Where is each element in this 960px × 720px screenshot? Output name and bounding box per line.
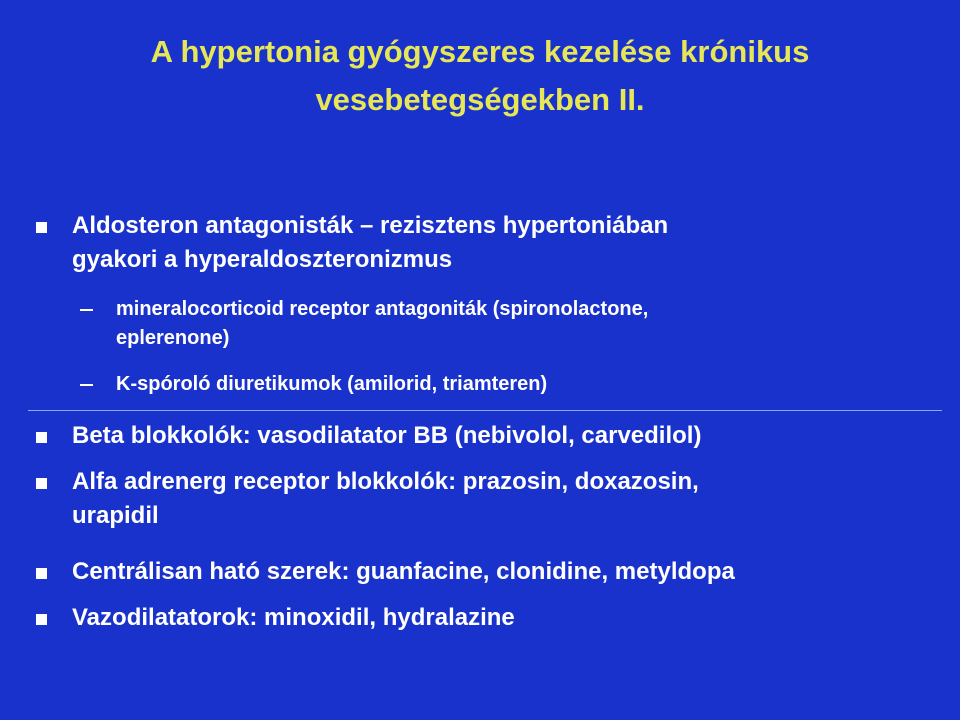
divider-line <box>28 410 942 411</box>
bullet-text: Centrálisan ható szerek: guanfacine, clonidine, metyldopa <box>72 558 735 585</box>
square-bullet-icon <box>36 222 47 233</box>
bullet-text: Aldosteron antagonisták – rezisztens hypertoniában gyakori a hyperaldoszteronizmus <box>72 212 669 273</box>
subbullet-text: K-spóroló diuretikumok (amilorid, triamteren) <box>116 373 548 395</box>
bullet-text: Alfa adrenerg receptor blokkolók: prazosin, doxazosin, urapidil <box>72 468 699 529</box>
dash-bullet-icon <box>80 384 93 386</box>
square-bullet-icon <box>36 432 47 443</box>
slide-title-line-1: A hypertonia gyógyszeres kezelése krónikus <box>150 34 810 69</box>
subbullet-text: mineralocorticoid receptor antagoniták (spironolactone, eplerenone) <box>116 298 649 349</box>
dash-bullet-icon <box>80 309 93 311</box>
bullet-text: Vazodilatatorok: minoxidil, hydralazine <box>72 604 515 631</box>
square-bullet-icon <box>36 614 47 625</box>
square-bullet-icon <box>36 478 47 489</box>
bullet-text: Beta blokkolók: vasodilatator BB (nebivolol, carvedilol) <box>72 422 702 449</box>
square-bullet-icon <box>36 568 47 579</box>
slide-title-line-2: vesebetegségekben II. <box>315 82 645 117</box>
slide-title <box>40 28 920 124</box>
